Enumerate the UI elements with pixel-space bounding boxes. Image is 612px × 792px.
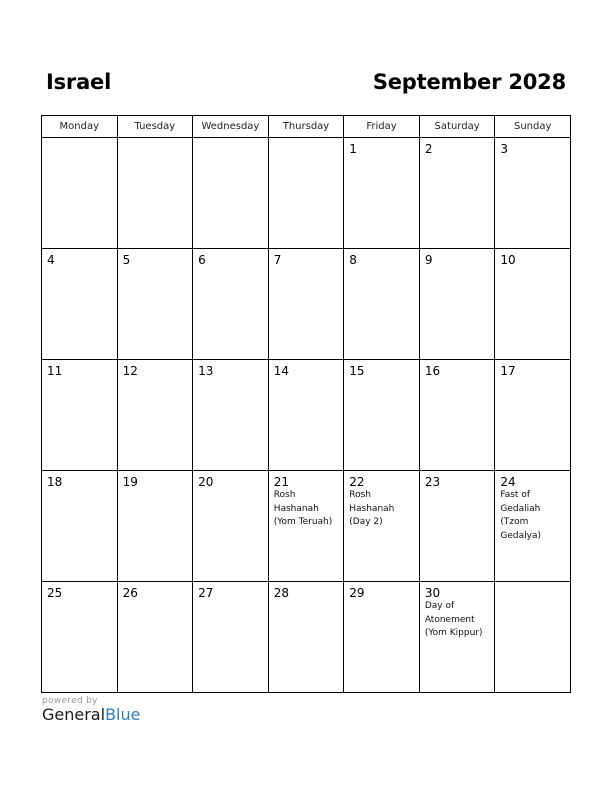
day-cell [419,471,495,582]
day-cell [42,471,118,582]
holiday-label: Day of Atonement (Yom Kippur) [424,601,483,638]
day-number: 12 [122,364,138,378]
day-cell [344,582,420,693]
weekday-header: Friday [344,116,420,138]
day-number: 30 [424,586,441,600]
weekday-header: Wednesday [193,116,269,138]
weekday-header: Tuesday [117,116,193,138]
day-number: 25 [47,586,63,600]
holiday-label: Rosh Hashanah (Yom Teruah) [273,490,333,527]
day-cell [419,360,495,471]
day-number: 28 [273,586,289,600]
week-row [42,582,571,693]
day-cell [193,471,269,582]
day-number: 16 [424,364,441,378]
day-cell [495,249,571,360]
day-cell [117,471,193,582]
day-number: 1 [349,142,357,156]
week-row [42,138,571,249]
day-cell [117,138,193,249]
day-number: 8 [349,253,357,267]
day-number: 23 [424,475,441,489]
day-cell [344,471,420,582]
day-cell [344,249,420,360]
week-row [42,360,571,471]
day-cell [268,582,344,693]
day-number: 7 [273,253,282,267]
day-cell [117,582,193,693]
day-cell [42,249,118,360]
month-title: September 2028 [372,70,566,94]
brand-general: General [42,705,106,724]
day-number: 5 [122,253,131,267]
day-cell [193,249,269,360]
footer-branding [42,696,140,724]
day-number: 10 [500,253,516,267]
generalblue-logo[interactable] [42,706,140,724]
holiday-label: Fast of Gedaliah (Tzom Gedalya) [500,490,541,541]
day-number: 20 [198,475,214,489]
day-number: 14 [273,364,289,378]
day-cell [117,249,193,360]
day-number: 6 [198,253,206,267]
day-cell [344,360,420,471]
day-cell [268,249,344,360]
weekday-header: Saturday [419,116,495,138]
day-number: 2 [424,142,433,156]
day-number: 21 [273,475,289,489]
day-cell [495,138,571,249]
day-number: 4 [47,253,55,267]
day-number: 18 [47,475,63,489]
day-number: 22 [349,475,365,489]
day-cell [495,360,571,471]
week-row [42,249,571,360]
weekday-header: Sunday [495,116,571,138]
powered-by-label: powered by [42,696,98,706]
day-cell [419,249,495,360]
day-cell [495,582,571,693]
weekday-header: Thursday [268,116,344,138]
day-cell [117,360,193,471]
day-number: 24 [500,475,516,489]
day-cell [193,138,269,249]
day-number: 29 [349,586,365,600]
day-number: 15 [349,364,365,378]
day-cell [268,360,344,471]
day-number: 11 [47,364,63,378]
day-number: 26 [122,586,138,600]
holiday-label: Rosh Hashanah (Day 2) [349,490,395,527]
day-cell [419,138,495,249]
day-number: 17 [500,364,516,378]
week-row [42,471,571,582]
day-cell [42,138,118,249]
day-cell [495,471,571,582]
weekday-header-row [42,116,571,138]
day-number: 19 [122,475,138,489]
day-cell [419,582,495,693]
day-number: 3 [500,142,509,156]
brand-blue: Blue [105,705,141,724]
day-number: 27 [198,586,214,600]
day-cell [42,582,118,693]
calendar-grid [41,115,571,693]
day-cell [193,582,269,693]
weekday-header: Monday [42,116,118,138]
day-cell [268,471,344,582]
day-cell [42,360,118,471]
day-number: 9 [424,253,433,267]
day-cell [193,360,269,471]
day-cell [344,138,420,249]
day-cell [268,138,344,249]
day-number: 13 [198,364,214,378]
country-title: Israel [46,70,112,94]
